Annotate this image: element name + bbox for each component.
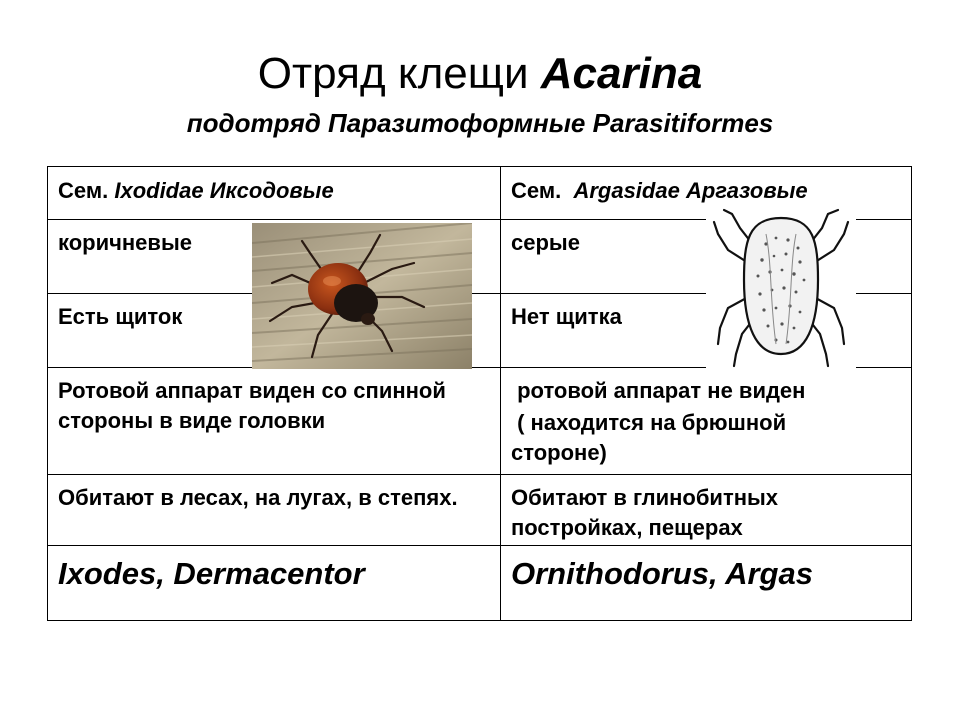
table-cell bbox=[48, 546, 501, 621]
cell-genera-ixodidae: Ixodes, Dermacentor bbox=[58, 556, 365, 591]
header-right-name: Argasidae Аргазовые bbox=[573, 178, 808, 203]
argasid-tick-drawing bbox=[706, 204, 856, 370]
table-cell bbox=[501, 368, 912, 475]
cell-mouth-ixodidae: Ротовой аппарат виден со спинной стороны в виде головки bbox=[58, 378, 446, 433]
header-ixodidae bbox=[48, 167, 501, 220]
title-latin: Acarina bbox=[540, 49, 703, 98]
table-row bbox=[48, 368, 912, 475]
cell-mouth-argasidae-line1: ротовой аппарат не виден bbox=[511, 378, 806, 403]
cell-habitat-ixodidae: Обитают в лесах, на лугах, в степях. bbox=[58, 485, 458, 510]
table-cell bbox=[501, 475, 912, 546]
header-right-prefix: Сем. bbox=[511, 178, 574, 203]
table-cell bbox=[48, 368, 501, 475]
cell-genera-argasidae: Ornithodorus, Argas bbox=[511, 556, 813, 591]
cell-color-argasidae: серые bbox=[511, 230, 580, 255]
ixodid-tick-photo bbox=[252, 223, 472, 369]
header-left-name: Ixodidae Иксодовые bbox=[114, 178, 334, 203]
table-cell bbox=[501, 546, 912, 621]
slide-subtitle: подотряд Паразитоформные Parasitiformes bbox=[186, 108, 774, 138]
header-left-prefix: Сем. bbox=[58, 178, 115, 203]
slide-title bbox=[0, 48, 960, 100]
cell-shield-ixodidae: Есть щиток bbox=[58, 304, 183, 329]
table-row bbox=[48, 475, 912, 546]
cell-mouth-argasidae-line3: стороне) bbox=[511, 440, 607, 465]
cell-color-ixodidae: коричневые bbox=[58, 230, 192, 255]
cell-habitat-argasidae: Обитают в глинобитных постройках, пещерах bbox=[511, 485, 779, 540]
cell-shield-argasidae: Нет щитка bbox=[511, 304, 622, 329]
table-row bbox=[48, 546, 912, 621]
table-cell bbox=[48, 475, 501, 546]
cell-mouth-argasidae-line2: ( находится на брюшной bbox=[511, 410, 787, 435]
title-prefix: Отряд клещи bbox=[257, 49, 541, 98]
